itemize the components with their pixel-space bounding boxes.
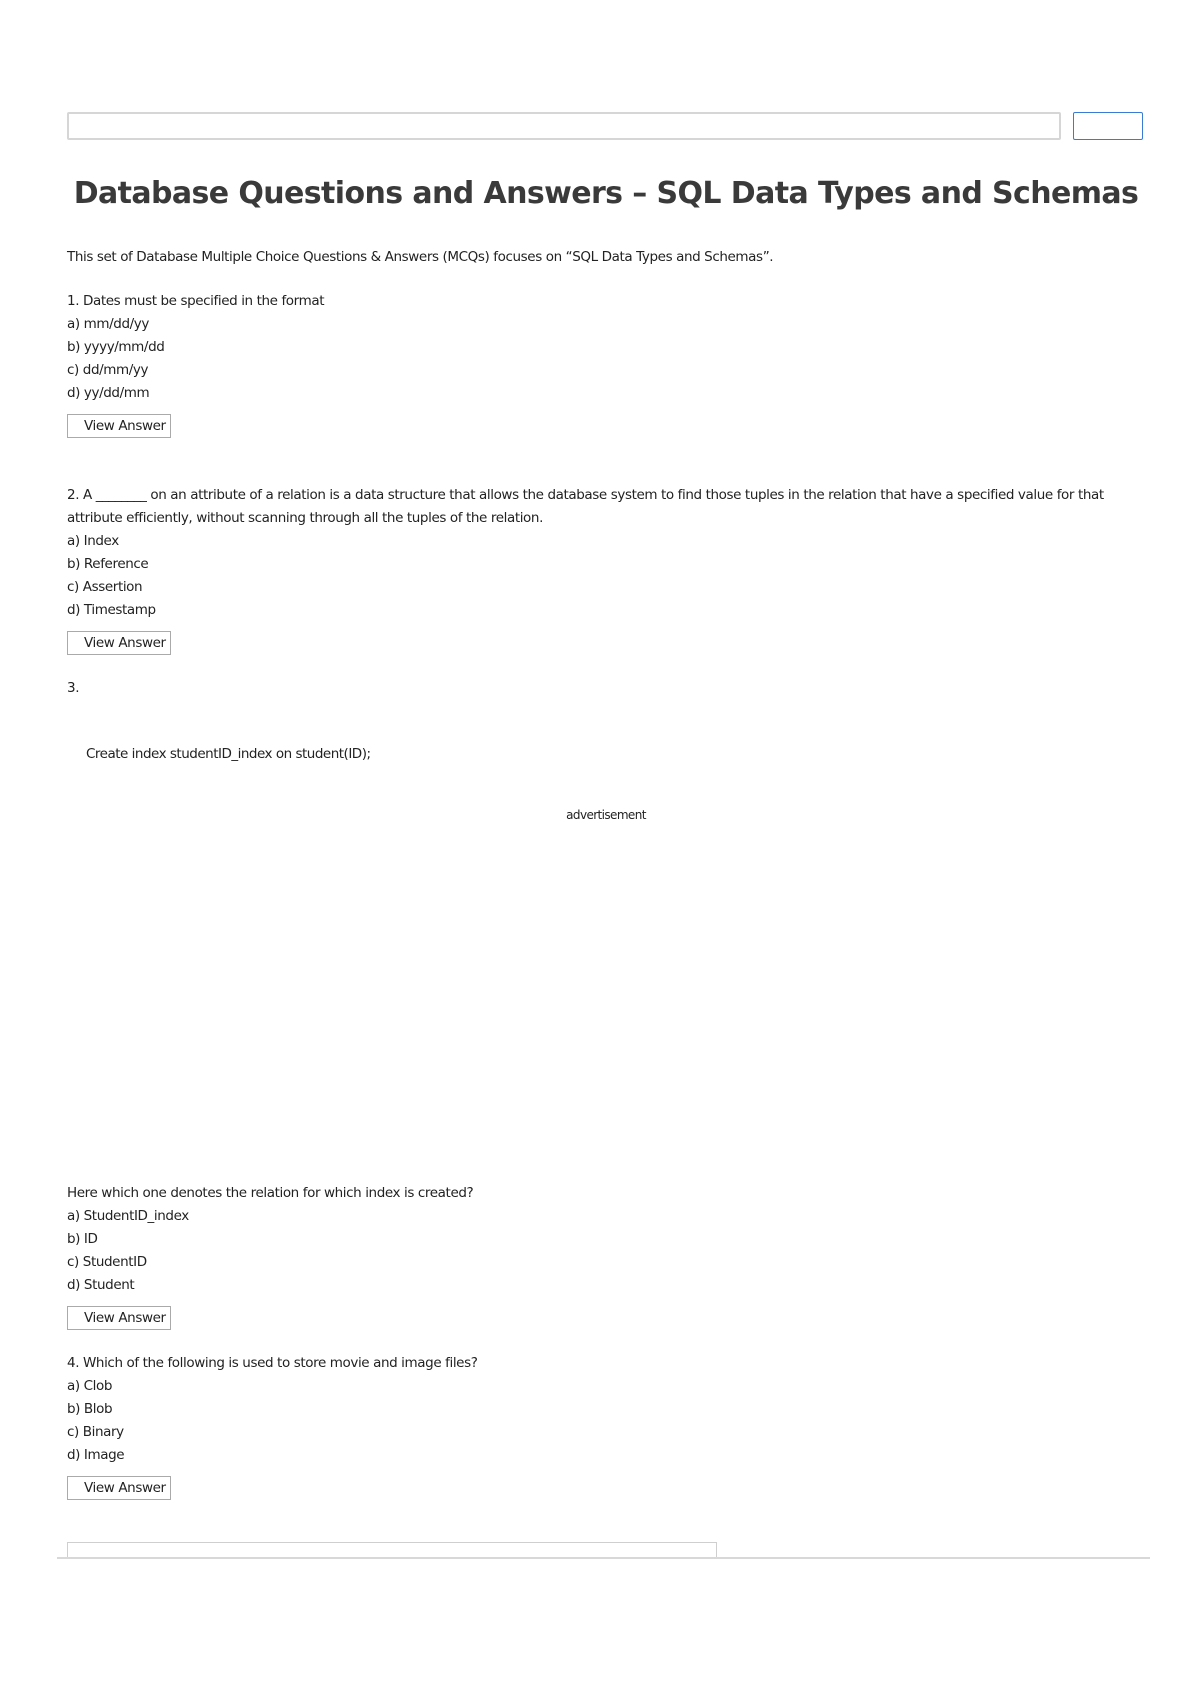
advertisement-label: advertisement [566,808,646,822]
option-b: b) Reference [67,556,149,572]
question-2 [67,484,1145,655]
top-search-field[interactable] [67,112,1061,140]
code-snippet: Create index studentID_index on student(ID); [86,746,371,762]
option-a: a) StudentID_index [67,1208,189,1224]
bottom-panel [67,1542,717,1558]
intro-text: This set of Database Multiple Choice Questions & Answers (MCQs) focuses on “SQL Data Types and Schemas”. [67,249,774,265]
question-3 [67,677,1145,1330]
option-b: b) ID [67,1231,98,1247]
question-text: Here which one denotes the relation for which index is created? [67,1185,474,1201]
option-c: c) dd/mm/yy [67,362,149,378]
view-answer-button[interactable]: View Answer [67,414,171,438]
option-d: d) yy/dd/mm [67,385,150,401]
page-title: Database Questions and Answers – SQL Data Types and Schemas [73,176,1139,211]
option-d: d) Student [67,1277,135,1293]
divider [57,1557,1150,1559]
question-text: 2. A ________ on an attribute of a relation is a data structure that allows the database system to find those tuples in the relation that have a specified value for that attribute efficiently, without scanning through all the tuples of the relation. [67,487,1104,526]
option-d: d) Timestamp [67,602,156,618]
question-text: 1. Dates must be specified in the format [67,293,325,309]
advertisement-slot [67,822,1145,1182]
article [67,170,1145,1500]
option-d: d) Image [67,1447,125,1463]
option-a: a) Index [67,533,119,549]
view-answer-button[interactable]: View Answer [67,1476,171,1500]
option-c: c) Binary [67,1424,124,1440]
question-1 [67,290,1145,438]
view-answer-button[interactable]: View Answer [67,1306,171,1330]
question-4 [67,1352,1145,1500]
view-answer-button[interactable]: View Answer [67,631,171,655]
question-number: 3. [67,680,80,696]
option-a: a) Clob [67,1378,113,1394]
option-b: b) Blob [67,1401,113,1417]
question-text: 4. Which of the following is used to store movie and image files? [67,1355,478,1371]
option-a: a) mm/dd/yy [67,316,149,332]
option-b: b) yyyy/mm/dd [67,339,165,355]
option-c: c) Assertion [67,579,143,595]
top-search-button[interactable] [1073,112,1143,140]
option-c: c) StudentID [67,1254,147,1270]
